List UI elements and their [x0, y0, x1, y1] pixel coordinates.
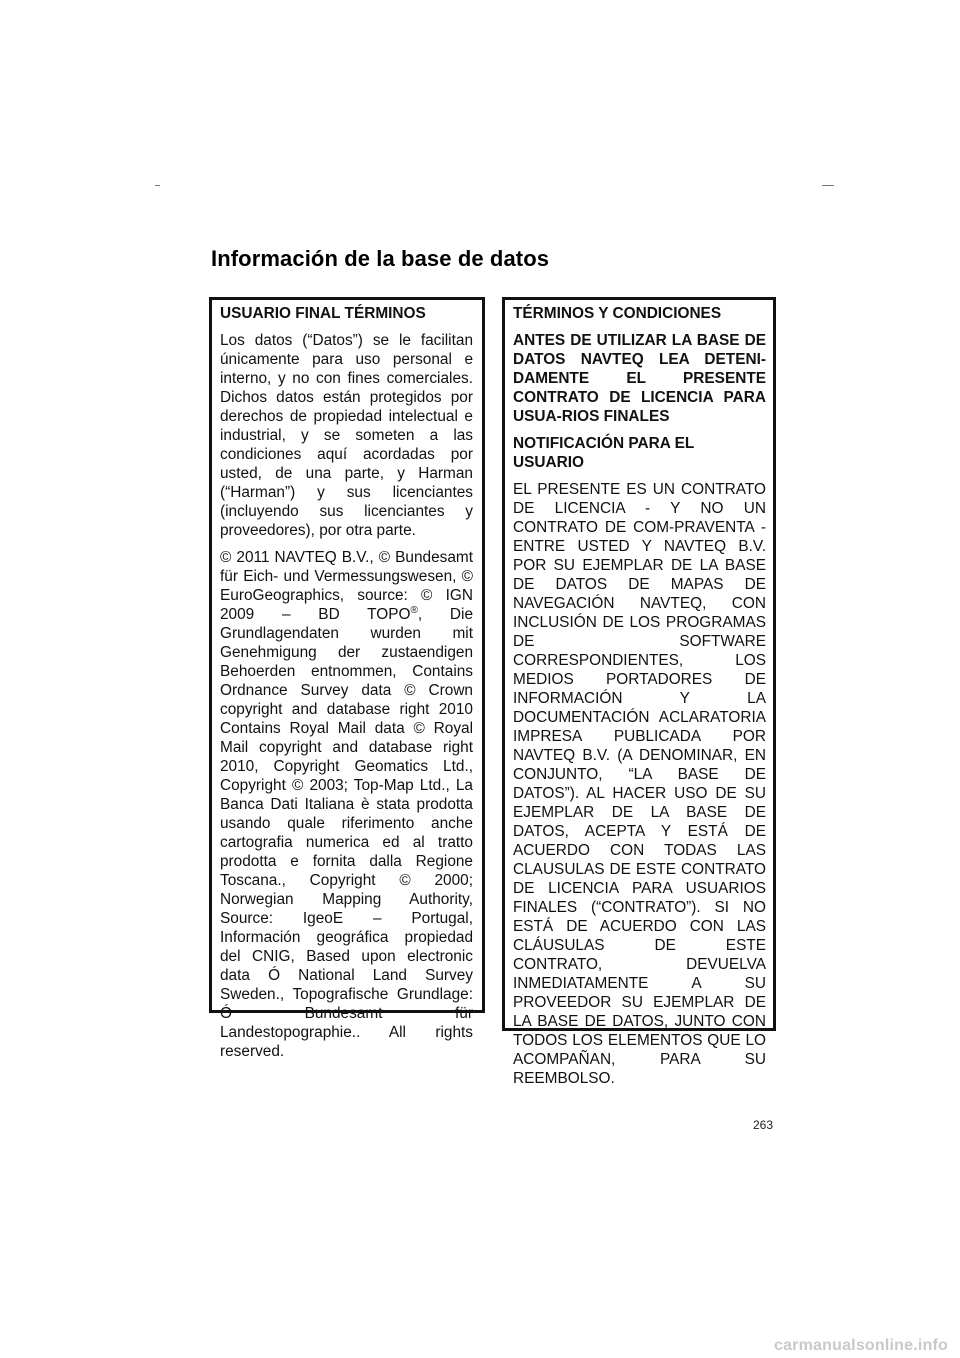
page-number: 263: [753, 1118, 774, 1132]
crop-mark-left: [155, 185, 160, 186]
read-carefully-warning: ANTES DE UTILIZAR LA BASE DE DATOS NAVTEQ LEA DETENI-DAMENTE EL PRESENTE CONTRATO DE LICENCIA PARA USUA-RIOS FINALES: [513, 332, 766, 425]
user-notice-heading: NOTIFICACIÓN PARA EL USUARIO: [513, 435, 694, 471]
end-user-terms-heading: USUARIO FINAL TÉRMINOS: [220, 305, 426, 322]
license-contract-text: EL PRESENTE ES UN CONTRATO DE LICENCIA - Y NO UN CONTRATO DE COM-PRAVENTA - ENTRE USTED Y NAVTEQ B.V. POR SU EJEMPLAR DE LA BASE DE DATOS DE MAPAS DE NAVEGACIÓN NAVTEQ, CON INCLUSIÓN DE LOS PROGRAMAS DE SOFTWARE CORRESPONDIENTES, LOS MEDIOS PORTADORES DE INFORMACIÓN Y LA DOCUMENTACIÓN ACLARATORIA IMPRESA PUBLICADA POR NAVTEQ B.V. (A DENOMINAR, EN CONJUNTO, “LA BASE DE DATOS”). AL HACER USO DE SU EJEMPLAR DE LA BASE DE DATOS, ACEPTA Y ESTÁ DE ACUERDO CON TODAS LAS CLAUSULAS DE ESTE CONTRATO DE LICENCIA PARA USUARIOS FINALES (“CONTRATO”). SI NO ESTÁ DE ACUERDO CON LAS CLÁUSULAS DE ESTE CONTRATO, DEVUELVA INMEDIATAMENTE A SU PROVEEDOR SU EJEMPLAR DE LA BASE DE DATOS, JUNTO CON TODOS LOS ELEMENTOS QUE LO ACOMPAÑAN, PARA SU REEMBOLSO.: [513, 481, 766, 1087]
terms-conditions-heading: TÉRMINOS Y CONDICIONES: [513, 305, 722, 322]
crop-mark-right: [822, 185, 834, 186]
copyright-text-part-1: © 2011 NAVTEQ B.V., © Bundesamt für Eich- und Vermessungswesen, © EuroGeographics, source: © IGN 2009 – BD TOPO: [220, 549, 473, 623]
site-watermark: carmanualsonline.info: [773, 1337, 948, 1354]
end-user-terms-box: [209, 297, 485, 1060]
terms-conditions-box: [502, 297, 776, 1087]
data-usage-paragraph: Los datos (“Datos”) se le facilitan únicamente para uso personal e interno, y no con fines comerciales. Dichos datos están protegidos por derechos de propiedad intelectual e industrial, y se someten a las condiciones aquí acordadas por usted, de una parte, y Harman (“Harman”) y sus licenciantes (incluyendo sus licenciantes y proveedores), por otra parte.: [220, 332, 473, 539]
registered-mark: ®: [410, 604, 418, 616]
page-title: Información de la base de datos: [211, 246, 550, 271]
copyright-text-part-2: , Die Grundlagendaten wurden mit Genehmigung der zustaendigen Behoerden entnommen, Contains Ordnance Survey data © Crown copyright and database right 2010 Contains Royal Mail data © Royal Mail copyright and database right 2010, Copyright Geomatics Ltd., Copyright © 2003; Top-Map Ltd., La Banca Dati Italiana è stata prodotta usando quale riferimento anche cartografia numerica ed al tratto prodotta e fornita dalla Regione Toscana., Copyright © 2000; Norwegian Mapping Authority, Source: IgeoE – Portugal, Información geográfica propiedad del CNIG, Based upon electronic data Ó National Land Survey Sweden., Topografische Grundlage: Ó Bundesamt für Landestopographie.. All rights reserved.: [220, 606, 473, 1060]
copyright-paragraph: [220, 548, 473, 1061]
